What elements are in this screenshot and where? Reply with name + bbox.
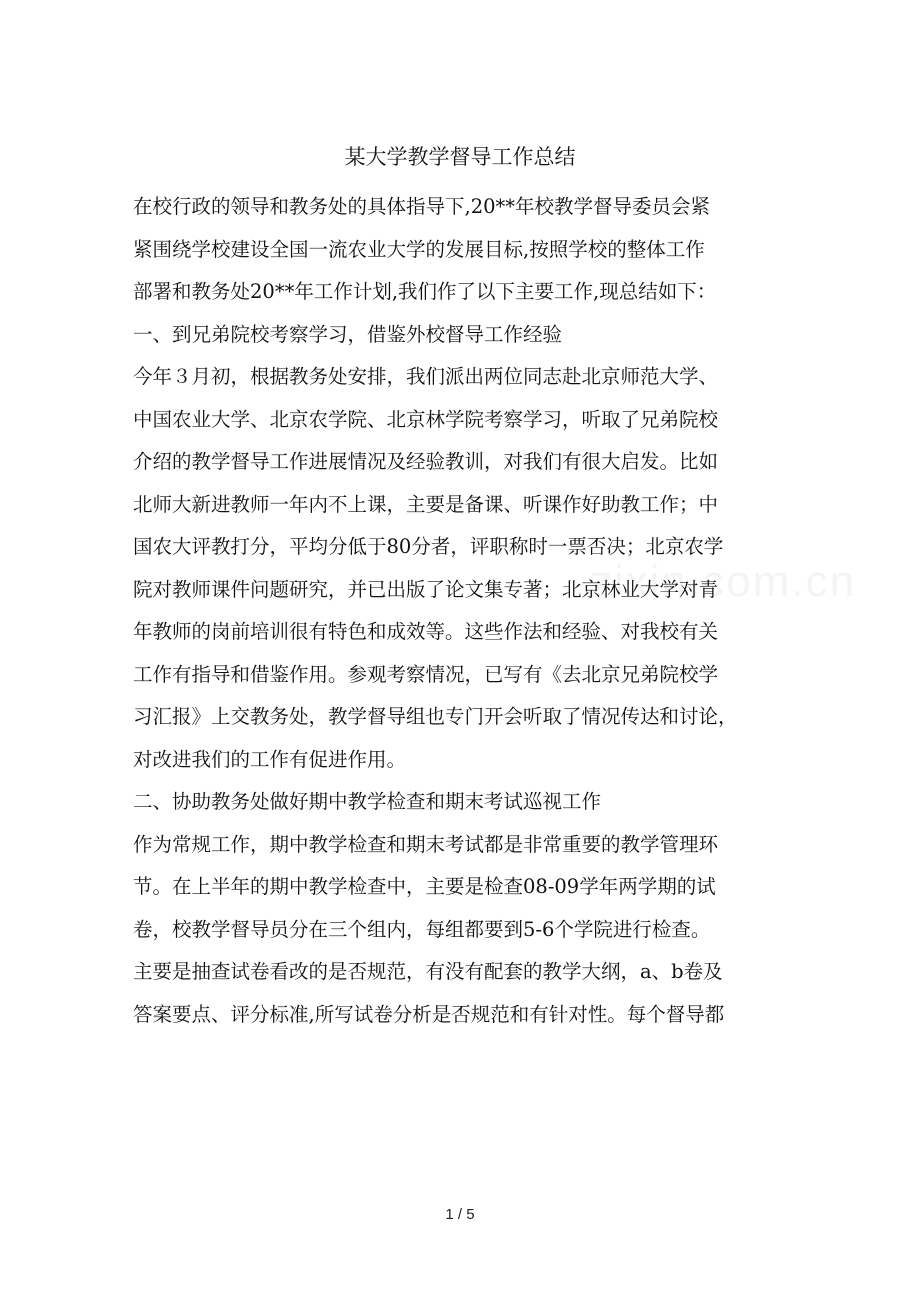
watermark: zixin.com.cn bbox=[590, 557, 857, 606]
body-line: 卷，校教学督导员分在三个组内，每组都要到5-6个学院进行检查。 bbox=[133, 917, 711, 941]
body-line: 介绍的教学督导工作进展情况及经验教训，对我们有很大启发。比如 bbox=[133, 450, 719, 473]
body-line: 部署和教务处20**年工作计划,我们作了以下主要工作,现总结如下： bbox=[133, 280, 717, 303]
body-line: 北师大新进教师一年内不上课，主要是备课、听课作好助教工作；中 bbox=[133, 492, 719, 516]
body-line: 紧围绕学校建设全国一流农业大学的发展目标,按照学校的整体工作 bbox=[133, 237, 705, 261]
body-line: 今年３月初，根据教务处安排，我们派出两位同志赴北京师范大学、 bbox=[133, 365, 719, 388]
body-line: 节。在上半年的期中教学检查中，主要是检查08-09学年两学期的试 bbox=[133, 875, 716, 898]
document-body bbox=[133, 186, 795, 1036]
body-line: 院对教师课件问题研究，并已出版了论文集专著；北京林业大学对青 bbox=[133, 577, 719, 601]
body-line: 对改进我们的工作有促进作用。 bbox=[133, 747, 407, 771]
section-heading-2: 二、协助教务处做好期中教学检查和期末考试巡视工作 bbox=[133, 790, 602, 813]
body-line: 答案要点、评分标准,所写试卷分析是否规范和有针对性。每个督导都 bbox=[133, 1002, 725, 1026]
body-line: 习汇报》上交教务处，教学督导组也专门开会听取了情况传达和讨论， bbox=[133, 705, 738, 728]
body-line: 在校行政的领导和教务处的具体指导下,20**年校教学督导委员会紧 bbox=[133, 195, 711, 218]
section-heading-1: 一、到兄弟院校考察学习，借鉴外校督导工作经验 bbox=[133, 322, 563, 346]
document-title: 某大学教学督导工作总结 bbox=[344, 145, 576, 169]
page-number: 1 / 5 bbox=[445, 1206, 475, 1223]
body-line: 主要是抽查试卷看改的是否规范，有没有配套的教学大纲，a、b卷及 bbox=[133, 960, 723, 983]
body-line: 年教师的岗前培训很有特色和成效等。这些作法和经验、对我校有关 bbox=[133, 620, 719, 643]
body-line: 作为常规工作，期中教学检查和期末考试都是非常重要的教学管理环 bbox=[133, 832, 719, 856]
body-line: 国农大评教打分，平均分低于80分者，评职称时一票否决；北京农学 bbox=[133, 535, 724, 558]
body-line: 工作有指导和借鉴作用。参观考察情况，已写有《去北京兄弟院校学 bbox=[133, 662, 719, 686]
body-line: 中国农业大学、北京农学院、北京林学院考察学习，听取了兄弟院校 bbox=[133, 407, 719, 431]
